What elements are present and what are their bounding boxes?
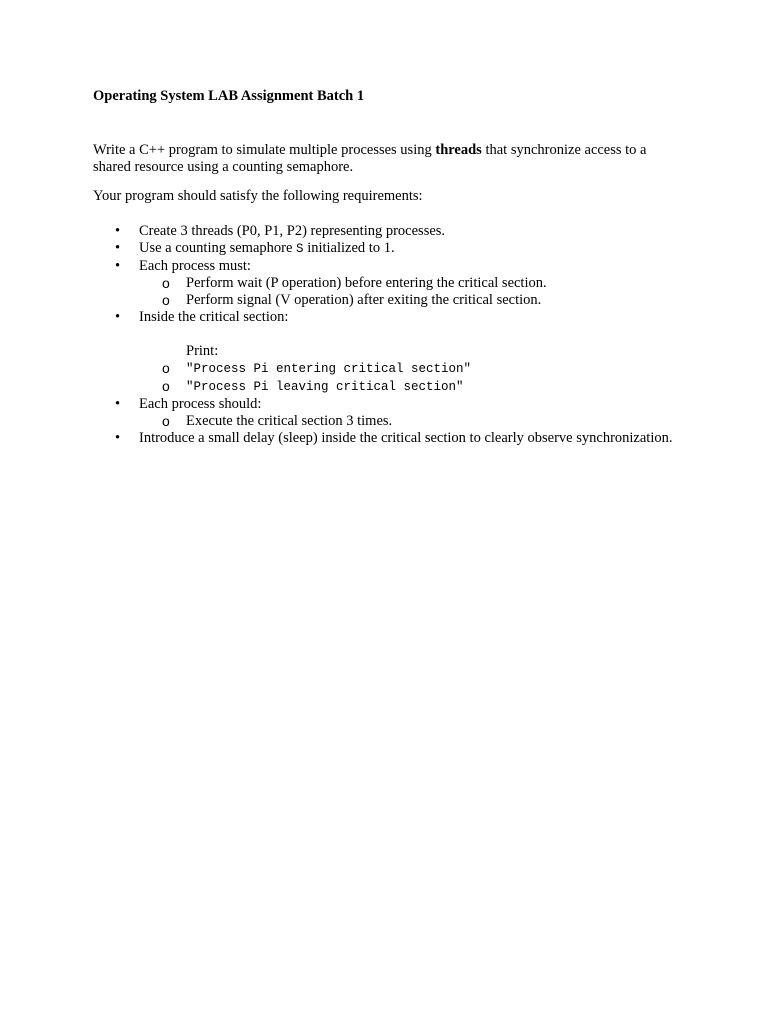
list-item: [93, 430, 683, 447]
code-leaving-message: "Process Pi leaving critical section": [186, 380, 464, 394]
sub-list-container: [93, 413, 683, 430]
list-item-text: Each process must:: [139, 258, 251, 274]
list-item-text: Introduce a small delay (sleep) inside the critical section to clearly observe synchronization.: [139, 430, 673, 446]
sub-bullet-icon: o: [162, 360, 170, 376]
sub-bullet-icon: o: [162, 378, 170, 394]
bullet-icon: •: [115, 396, 121, 412]
document-page: [93, 87, 683, 447]
sub-list-item: [139, 275, 683, 292]
list-item: [93, 396, 683, 413]
sub-list-item-text: Perform wait (P operation) before entering the critical section.: [186, 275, 547, 291]
bullet-icon: •: [115, 223, 121, 239]
sub-list-item-text: Perform signal (V operation) after exiting the critical section.: [186, 292, 542, 308]
list-item-text: Create 3 threads (P0, P1, P2) representing processes.: [139, 223, 446, 239]
sub-list-item: [139, 360, 683, 378]
sub-bullet-icon: o: [162, 292, 170, 308]
list-item: [93, 309, 683, 326]
sub-list: [139, 360, 683, 396]
bullet-icon: •: [115, 430, 121, 446]
bullet-icon: •: [115, 258, 121, 274]
list-item: [93, 258, 683, 275]
semaphore-code: S: [296, 242, 304, 256]
print-label: Print:: [186, 343, 219, 359]
bullet-icon: •: [115, 309, 121, 325]
sub-bullet-icon: o: [162, 275, 170, 291]
list-item: [93, 240, 683, 258]
requirements-intro: Your program should satisfy the following requirements:: [93, 188, 423, 204]
sub-list-container: [93, 343, 683, 396]
document-title: Operating System LAB Assignment Batch 1: [93, 88, 365, 104]
list-item-text: initialized to 1.: [303, 240, 395, 256]
code-entering-message: "Process Pi entering critical section": [186, 362, 472, 376]
intro-bold-threads: threads: [435, 142, 482, 158]
requirements-list: [93, 223, 683, 447]
intro-paragraph: [93, 142, 683, 176]
sub-list-item: [139, 292, 683, 309]
intro-text-start: Write a C++ program to simulate multiple processes using: [93, 142, 436, 158]
sub-bullet-icon: o: [162, 413, 170, 429]
sub-list-item: [139, 413, 683, 430]
sub-list-container: [93, 275, 683, 309]
bullet-icon: •: [115, 240, 121, 256]
list-item-text: Each process should:: [139, 396, 262, 412]
sub-list: [139, 275, 683, 309]
intro-text-end: that synchronize access to a shared resource using a counting semaphore.: [93, 142, 647, 175]
sub-list-item: [139, 378, 683, 396]
list-item: [93, 223, 683, 240]
sub-list-item-text: Execute the critical section 3 times.: [186, 413, 393, 429]
sub-list: [139, 413, 683, 430]
list-item-text: Use a counting semaphore: [139, 240, 297, 256]
list-item-text: Inside the critical section:: [139, 309, 289, 325]
